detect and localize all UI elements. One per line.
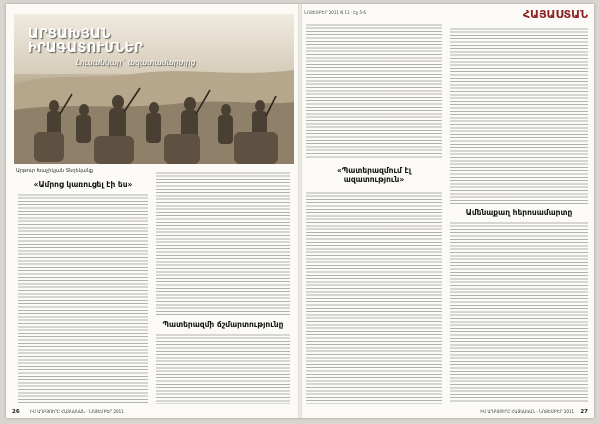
text-column-2 — [156, 170, 290, 316]
page-number-left: 26 — [12, 409, 20, 415]
magazine-spread — [6, 4, 594, 418]
section-heading-right: Ամենաքաղ հերոսամարտը — [465, 208, 573, 217]
cover-photo — [14, 14, 294, 164]
byline: Արթուր Խաչիկյան Տեղեկանք — [16, 168, 94, 174]
section-tag: ՀԱՅԱՍՏԱՆ — [522, 8, 588, 21]
text-column-4 — [306, 22, 442, 158]
text-column-3 — [156, 332, 290, 404]
text-column-6 — [306, 190, 442, 404]
folio-right: ԻՄ ԱՂԲՅՈՒՐԸ ՀԱՅԿԱԿԱՆ · ՆՈՅԵՄԲԵՐ 2011 — [480, 409, 574, 414]
section-heading: Պատերազմի ճշմարտությունը — [162, 320, 284, 329]
text-column-7 — [450, 220, 588, 404]
quote-heading: «Պատերազմում էլ ազատություն» — [336, 166, 412, 184]
text-column-1 — [18, 192, 148, 404]
text-column-5 — [450, 26, 588, 204]
left-page — [6, 4, 298, 418]
photo-title: ԱՐՑԱԽՅԱՆ ԻՐԱԳԱՏՈՒՄՆԵՐ — [28, 27, 144, 56]
running-head: ՆՈՅԵՄԲԵՐ 2011 N 11 · Էջ 5-6 — [304, 10, 366, 15]
folio-left: ԻՄ ԱՂԲՅՈՒՐԸ ՀԱՅԿԱԿԱՆ · ՆՈՅԵՄԲԵՐ 2011 — [30, 409, 124, 414]
right-page — [302, 4, 594, 418]
photo-subtitle: Լուսանկար` ազատամարտից — [76, 58, 196, 67]
article-heading: «Ամրոց կառուցել էի ես» — [33, 180, 133, 189]
page-number-right: 27 — [580, 409, 588, 415]
